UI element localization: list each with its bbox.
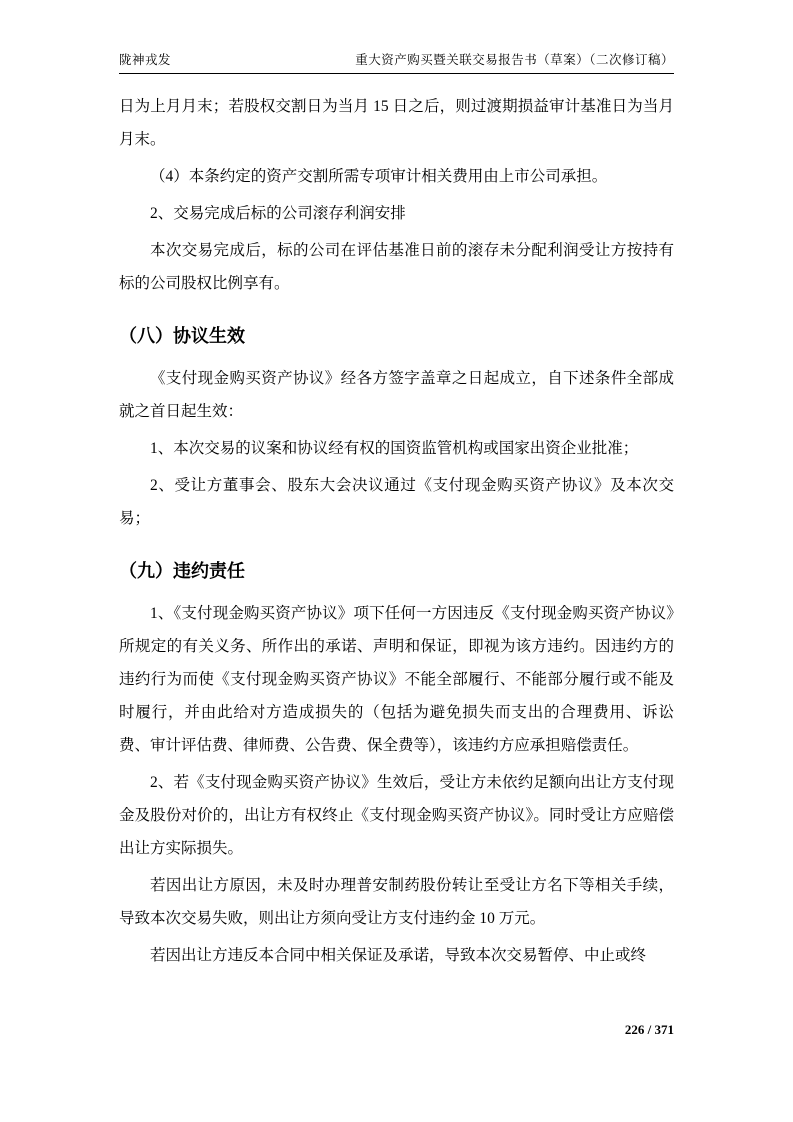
paragraph: 1、本次交易的议案和协议经有权的国资监管机构或国家出资企业批准； — [150, 440, 639, 457]
paragraph: 2、交易完成后标的公司滚存利润安排 — [150, 205, 406, 222]
section-heading-breach-liability: （九）违约责任 — [119, 561, 245, 581]
page-footer — [119, 1022, 674, 1038]
paragraph: （4）本条约定的资产交割所需专项审计相关费用由上市公司承担。 — [150, 168, 608, 185]
paragraph: 2、若《支付现金购买资产协议》生效后，受让方未依约足额向出让方支付现金及股份对价的，出让方有权终止《支付现金购买资产协议》。同时受让方应赔偿出让方实际损失。 — [119, 774, 674, 857]
paragraph: 1、《支付现金购买资产协议》项下任何一方因违反《支付现金购买资产协议》所规定的有关义务、所作出的承诺、声明和保证，即视为该方违约。因违约方的违约行为而使《支付现金购买资产协议》不能全部履行、不能部分履行或不能及时履行，并由此给对方造成损失的（包括为避免损失而支出的合理费用、诉讼费、审计评估费、律师费、公告费、保全费等），该违约方应承担赔偿责任。 — [119, 605, 674, 754]
page-header — [119, 50, 674, 74]
paragraph: 《支付现金购买资产协议》经各方签字盖章之日起成立，自下述条件全部成就之首日起生效： — [119, 370, 674, 420]
paragraph: 若因出让方原因，未及时办理普安制药股份转让至受让方名下等相关手续，导致本次交易失败，则出让方须向受让方支付违约金 10 万元。 — [119, 877, 674, 927]
header-report-title: 重大资产购买暨关联交易报告书（草案）（二次修订稿） — [355, 53, 674, 67]
header-company-name: 陇神戎发 — [119, 53, 172, 67]
paragraph: 2、受让方董事会、股东大会决议通过《支付现金购买资产协议》及本次交易； — [119, 477, 674, 527]
section-heading-agreement-effectiveness: （八）协议生效 — [119, 326, 245, 346]
paragraph: 若因出让方违反本合同中相关保证及承诺，导致本次交易暂停、中止或终 — [150, 947, 647, 964]
paragraph: 日为上月月末；若股权交割日为当月 15 日之后，则过渡期损益审计基准日为当月月末。 — [119, 98, 674, 148]
page-number: 226 / 371 — [624, 1022, 674, 1037]
paragraph: 本次交易完成后，标的公司在评估基准日前的滚存未分配利润受让方按持有标的公司股权比例享有。 — [119, 242, 674, 292]
document-body — [119, 90, 674, 976]
